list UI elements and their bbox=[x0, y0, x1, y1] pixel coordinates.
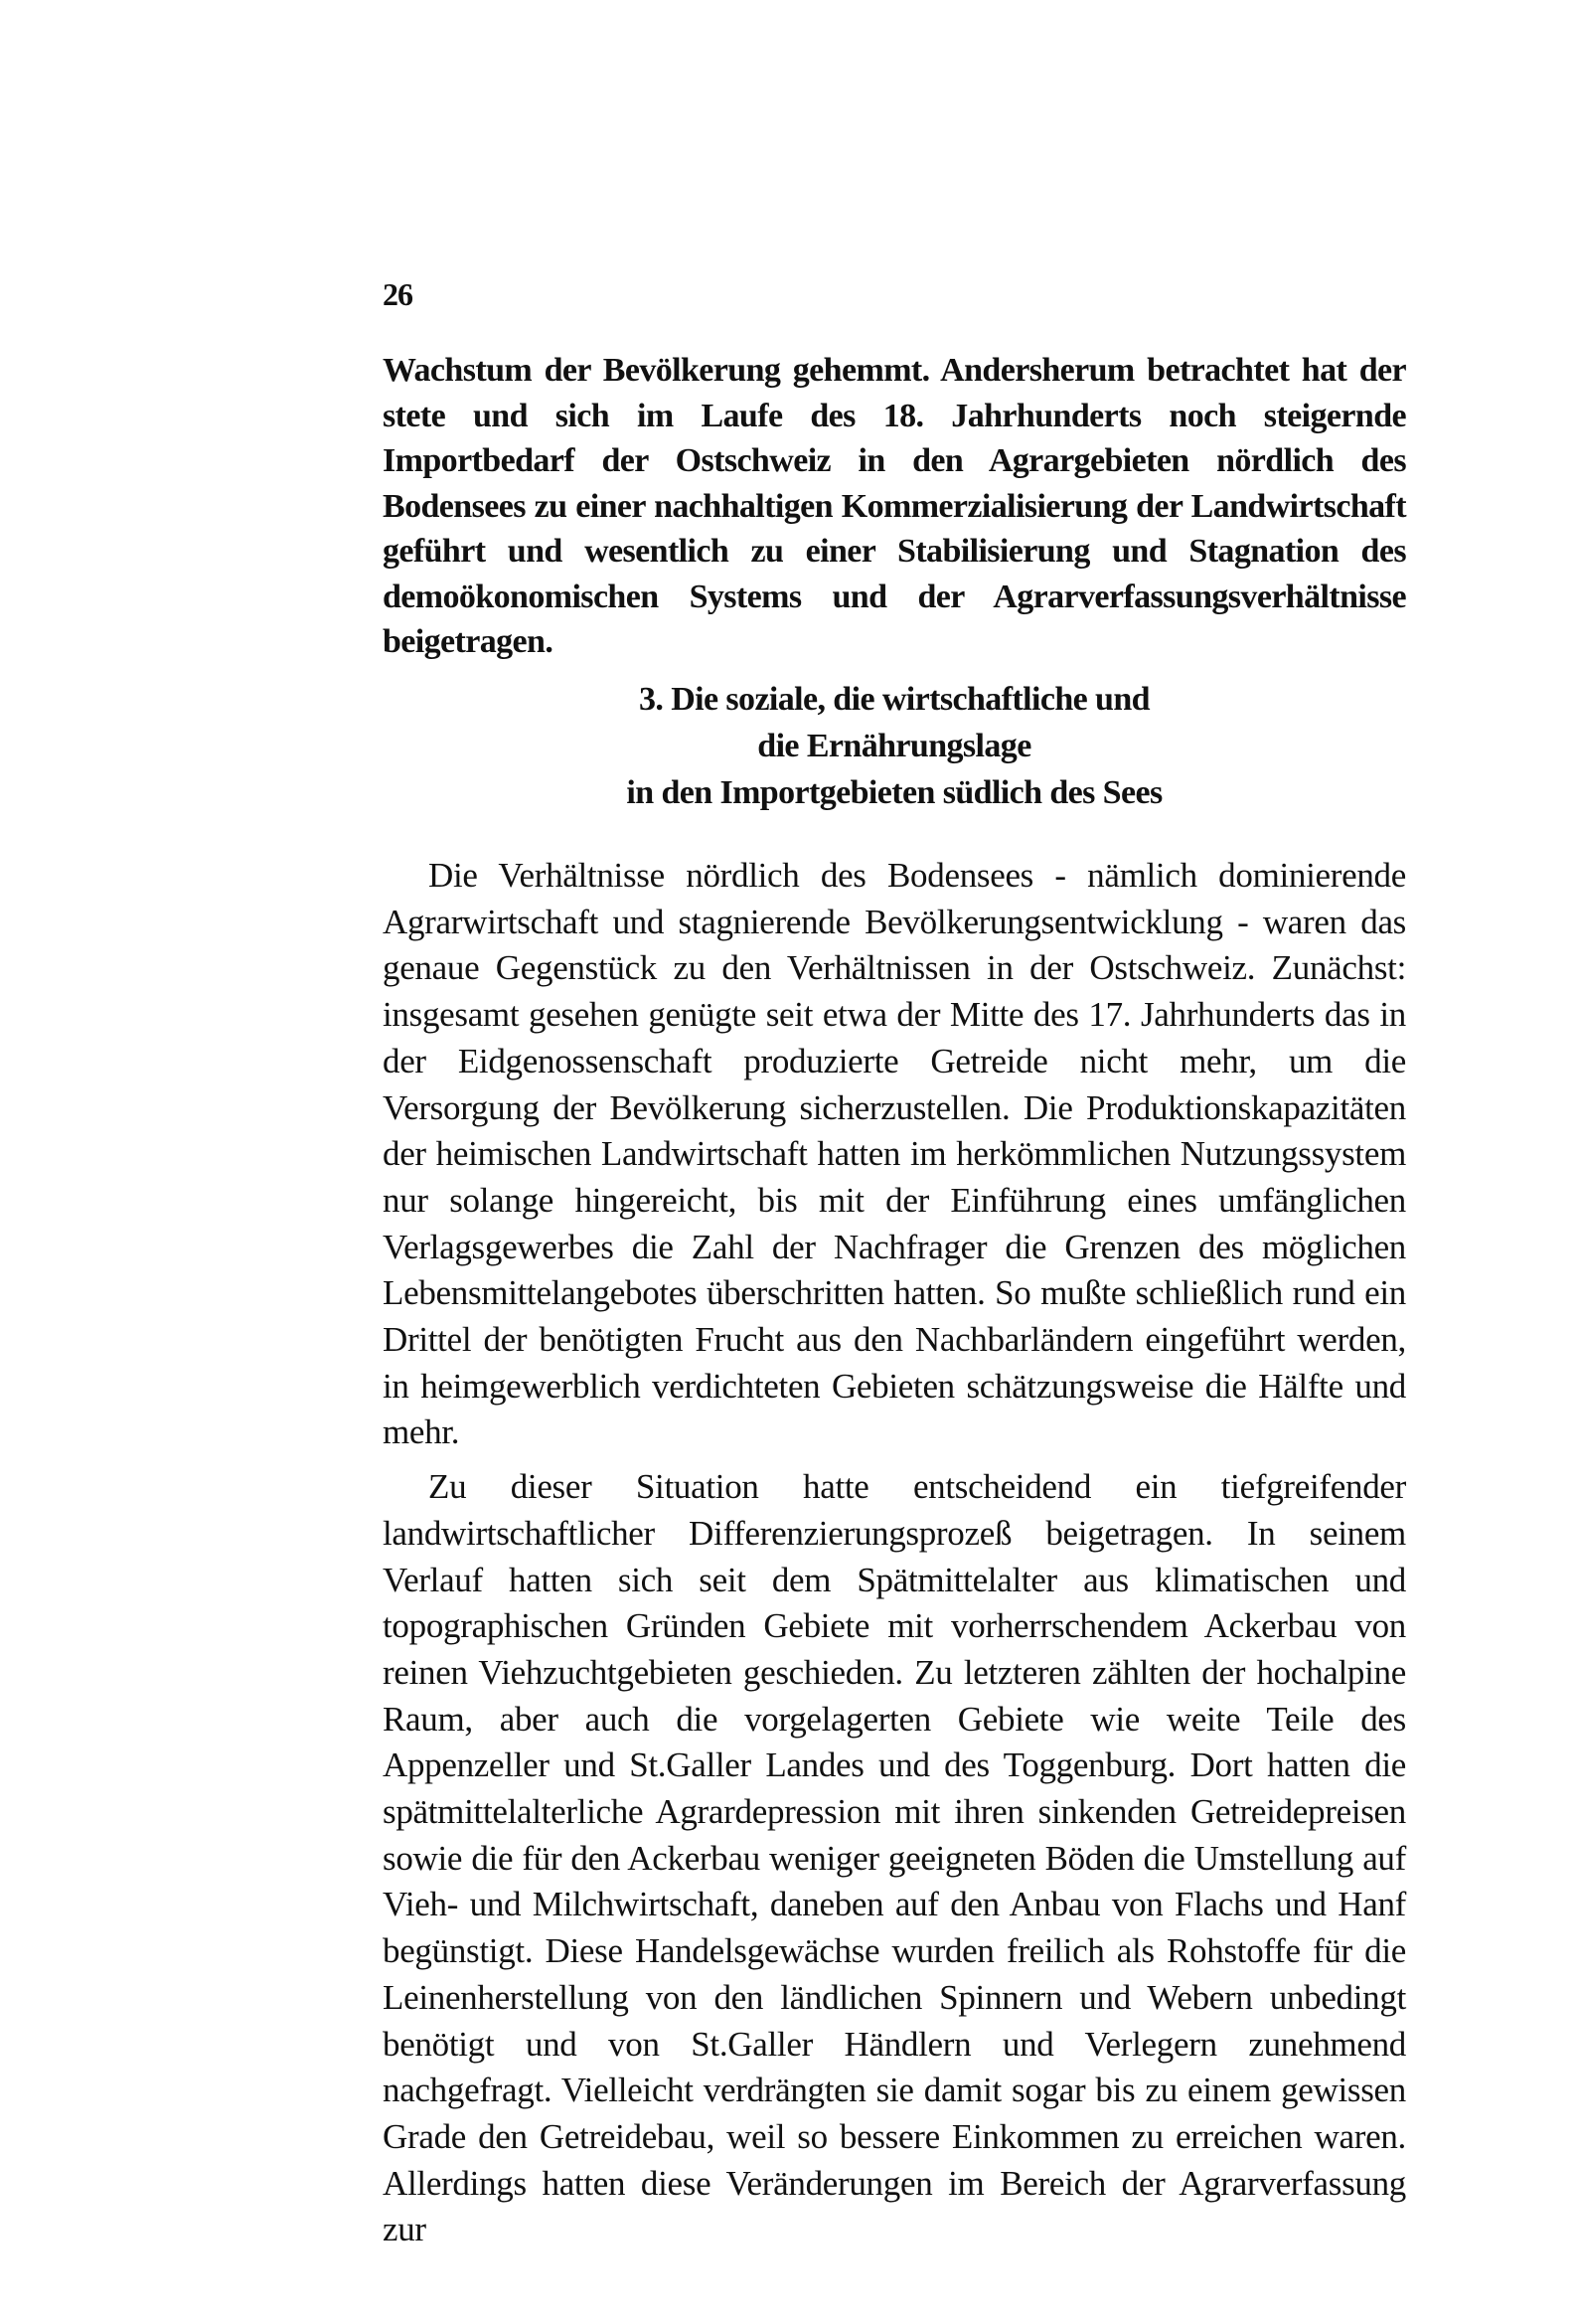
section-body bbox=[383, 853, 1406, 2253]
body-paragraph: Zu dieser Situation hatte entscheidend ein tiefgreifender landwirtschaftlicher Differenzierungsprozeß beigetragen. In seinem Verlauf hatten sich seit dem Spätmittelalter aus klimatischen und topographischen Gründen Gebiete mit vorherrschendem Ackerbau von reinen Viehzuchtgebieten geschieden. Zu letzteren zählten der hochalpine Raum, aber auch die vorgelagerten Gebiete wie weite Teile des Appenzeller und St.Galler Landes und des Toggenburg. Dort hatten die spätmittelalterliche Agrardepression mit ihren sinkenden Getreidepreisen sowie die für den Ackerbau weniger geeigneten Böden die Umstellung auf Vieh- und Milchwirtschaft, daneben auf den Anbau von Flachs und Hanf begünstigt. Diese Handelsgewächse wurden freilich als Rohstoffe für die Leinenherstellung von den ländlichen Spinnern und Webern unbedingt benötigt und von St.Galler Händlern und Verlegern zunehmend nachgefragt. Vielleicht verdrängten sie damit sogar bis zu einem gewissen Grade den Getreidebau, weil so bessere Einkommen zu erreichen waren. Allerdings hatten diese Veränderungen im Bereich der Agrarverfassung zur bbox=[383, 1467, 1406, 2249]
section-heading bbox=[383, 676, 1406, 816]
continued-paragraph: Wachstum der Bevölkerung gehemmt. Andersherum betrachtet hat der stete und sich im Laufe des 18. Jahrhunderts noch steigernde Importbedarf der Ostschweiz in den Agrargebieten nördlich des Bodensees zu einer nachhaltigen Kommerzialisierung der Landwirtschaft geführt und wesentlich zu einer Stabilisierung und Stagnation des demoökonomischen Systems und der Agrarverfassungsverhältnisse beigetragen. bbox=[383, 352, 1406, 660]
section-heading-line: 3. Die soziale, die wirtschaftliche und bbox=[639, 681, 1150, 718]
body-paragraph: Die Verhältnisse nördlich des Bodensees - nämlich dominierende Agrarwirtschaft und stagnierende Bevölkerungsentwicklung - waren das genaue Gegenstück zu den Verhältnissen in der Ostschweiz. Zunächst: insgesamt gesehen genügte seit etwa der Mitte des 17. Jahrhunderts das in der Eidgenossenschaft produzierte Getreide nicht mehr, um die Versorgung der Bevölkerung sicherzustellen. Die Produktionskapazitäten der heimischen Landwirtschaft hatten im herkömmlichen Nutzungssystem nur solange hingereicht, bis mit der Einführung eines umfänglichen Verlagsgewerbes die Zahl der Nachfrager die Grenzen des möglichen Lebensmittelangebotes überschritten hatten. So mußte schließlich rund ein Drittel der benötigten Frucht aus den Nachbarländern eingeführt werden, in heimgewerblich verdichteten Gebieten schätzungsweise die Hälfte und mehr. bbox=[383, 856, 1406, 1452]
section-heading-line: die Ernährungslage bbox=[757, 728, 1031, 764]
page-number: 26 bbox=[383, 276, 412, 312]
section-heading-line: in den Importgebieten südlich des Sees bbox=[626, 774, 1163, 811]
